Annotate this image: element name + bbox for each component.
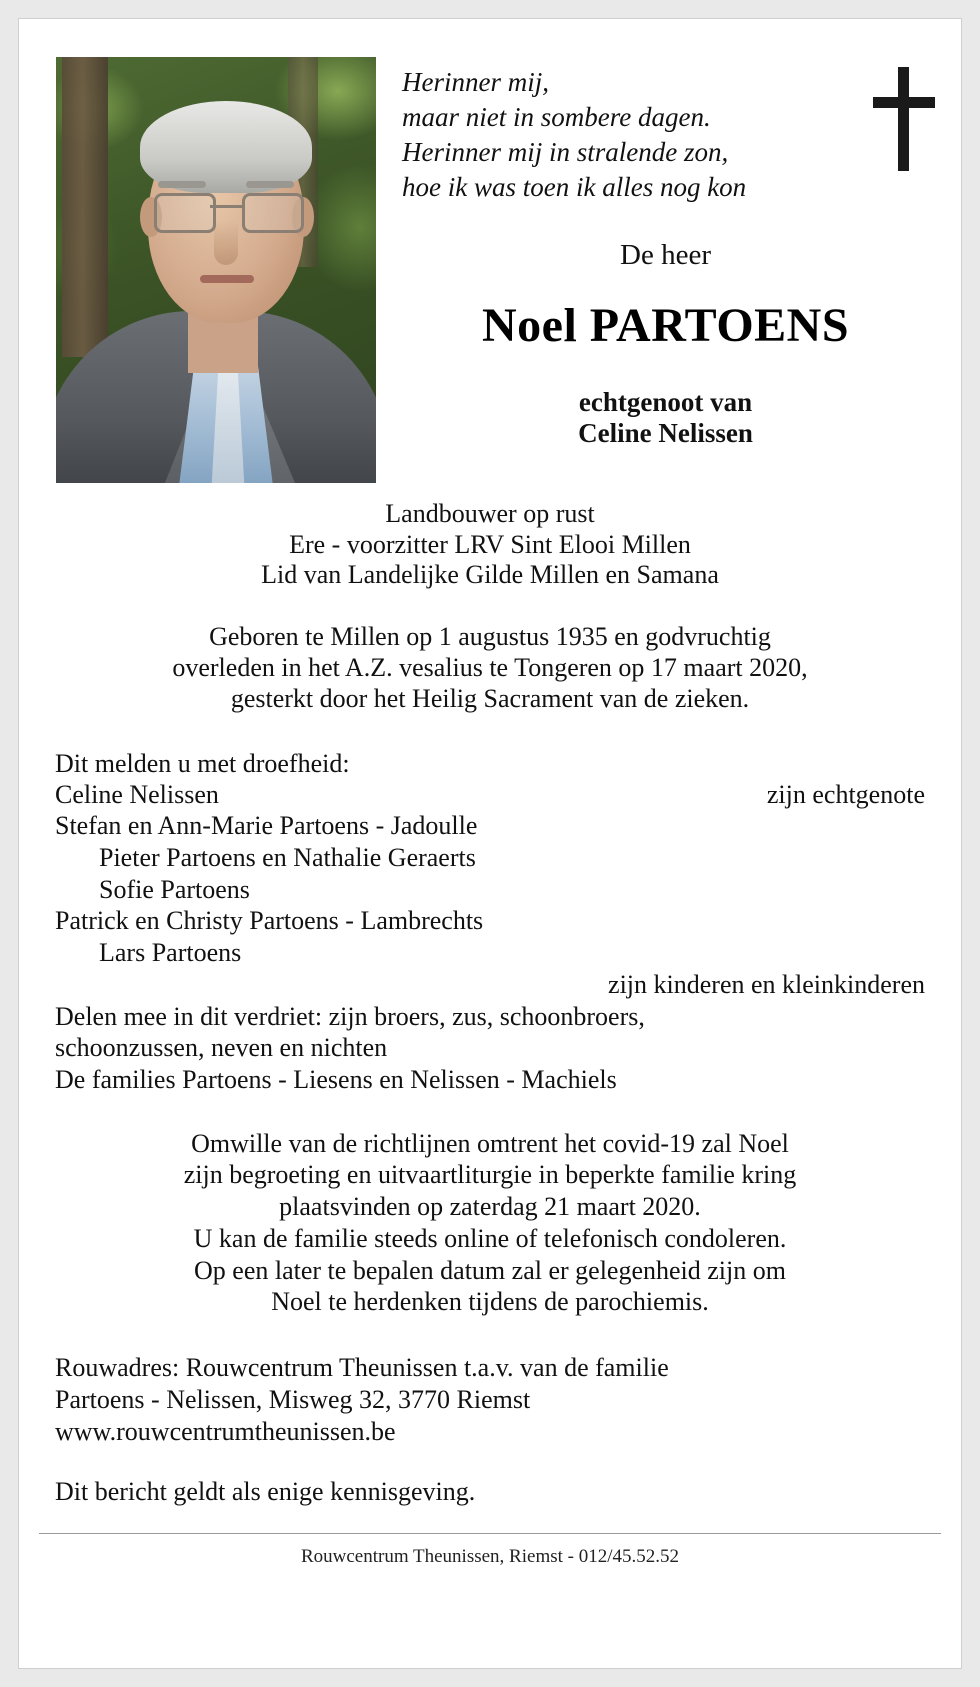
extended-family-line: Delen mee in dit verdriet: zijn broers, zus, schoonbroers, (55, 1001, 645, 1031)
photo-eyebrow-left (158, 181, 206, 188)
photo-eyebrow-right (246, 181, 294, 188)
family-relation-label: zijn echtgenote (766, 779, 925, 809)
family-member-name: Patrick en Christy Partoens - Lambrechts (55, 906, 484, 936)
funeral-home-website[interactable]: www.rouwcentrumtheunissen.be (55, 1416, 396, 1446)
children-relation-label: zijn kinderen en kleinkinderen (608, 969, 925, 999)
extended-family-line: De families Partoens - Liesens en Nelissen - Machiels (55, 1065, 617, 1095)
birth-death-line: Geboren te Millen op 1 augustus 1935 en godvruchtig (209, 622, 771, 652)
spouse-relation-label: echtgenoot van (578, 387, 753, 418)
family-member-name: Pieter Partoens en Nathalie Geraerts (99, 843, 476, 873)
photo-eyeglass-right (242, 193, 304, 233)
family-row (55, 937, 925, 969)
announcement-intro: Dit melden u met droefheid: (55, 748, 350, 778)
roles-list (55, 499, 925, 591)
family-row (55, 842, 925, 874)
family-row (55, 810, 925, 842)
covid-line: Omwille van de richtlijnen omtrent het covid-19 zal Noel (191, 1128, 789, 1158)
family-list (55, 779, 925, 1001)
spouse-name: Celine Nelissen (578, 418, 753, 449)
memorial-card (18, 18, 962, 1669)
portrait-container (56, 57, 376, 483)
covid-line: zijn begroeting en uitvaartliturgie in beperkte familie kring (183, 1160, 797, 1190)
latin-cross-icon (873, 67, 935, 171)
photo-tree-trunk (62, 57, 108, 357)
poem-line: Herinner mij, (402, 67, 549, 97)
photo-hair (140, 101, 312, 193)
memorial-poem (398, 57, 933, 205)
deceased-full-name: Noel PARTOENS (481, 299, 850, 353)
role-line: Landbouwer op rust (385, 499, 595, 528)
photo-eyeglass-left (154, 193, 216, 233)
mourning-address-block (55, 1352, 925, 1447)
poem-line: maar niet in sombere dagen. (402, 102, 711, 133)
covid-line: plaatsvinden op zaterdag 21 maart 2020. (279, 1192, 701, 1222)
family-row (55, 905, 925, 937)
poem-line: Herinner mij in stralende zon, (402, 137, 729, 168)
extended-family-block (55, 1001, 925, 1096)
cross-vertical-bar (898, 67, 909, 171)
header-text-column (376, 57, 961, 449)
header-section (19, 19, 961, 483)
role-line: Lid van Landelijke Gilde Millen en Samana (261, 560, 719, 590)
funeral-home-footer: Rouwcentrum Theunissen, Riemst - 012/45.52.52 (300, 1546, 680, 1568)
single-notification-text: Dit bericht geldt als enige kennisgeving. (55, 1477, 476, 1507)
photo-nose (214, 221, 238, 265)
covid-line: Noel te herdenken tijdens de parochiemis. (271, 1287, 709, 1317)
poem-line: hoe ik was toen ik alles nog kon (402, 172, 747, 203)
photo-eyeglass-bridge (210, 205, 242, 208)
role-line: Ere - voorzitter LRV Sint Elooi Millen (289, 529, 691, 559)
deceased-portrait-photo (56, 57, 376, 483)
birth-death-line: gesterkt door het Heilig Sacrament van de zieken. (230, 684, 750, 714)
notice-body (19, 499, 961, 1507)
birth-death-line: overleden in het A.Z. vesalius te Tongeren op 17 maart 2020, (172, 653, 808, 683)
family-member-name: Sofie Partoens (99, 874, 250, 904)
family-member-name: Stefan en Ann-Marie Partoens - Jadoulle (55, 811, 478, 841)
birth-death-paragraph (55, 621, 925, 715)
covid-line: Op een later te bepalen datum zal er gelegenheid zijn om (194, 1255, 786, 1285)
address-line: Partoens - Nelissen, Misweg 32, 3770 Riemst (55, 1384, 531, 1414)
family-row (55, 779, 925, 811)
family-member-name: Celine Nelissen (55, 779, 219, 809)
extended-family-line: schoonzussen, neven en nichten (55, 1033, 388, 1063)
photo-mouth (200, 275, 254, 283)
family-row (55, 874, 925, 906)
address-line: Rouwadres: Rouwcentrum Theunissen t.a.v. van de familie (55, 1353, 669, 1383)
covid-arrangements-paragraph (55, 1128, 925, 1318)
covid-line: U kan de familie steeds online of telefonisch condoleren. (193, 1223, 787, 1253)
honorific-label: De heer (620, 239, 711, 272)
family-member-name: Lars Partoens (99, 938, 242, 968)
cross-horizontal-bar (873, 97, 935, 108)
